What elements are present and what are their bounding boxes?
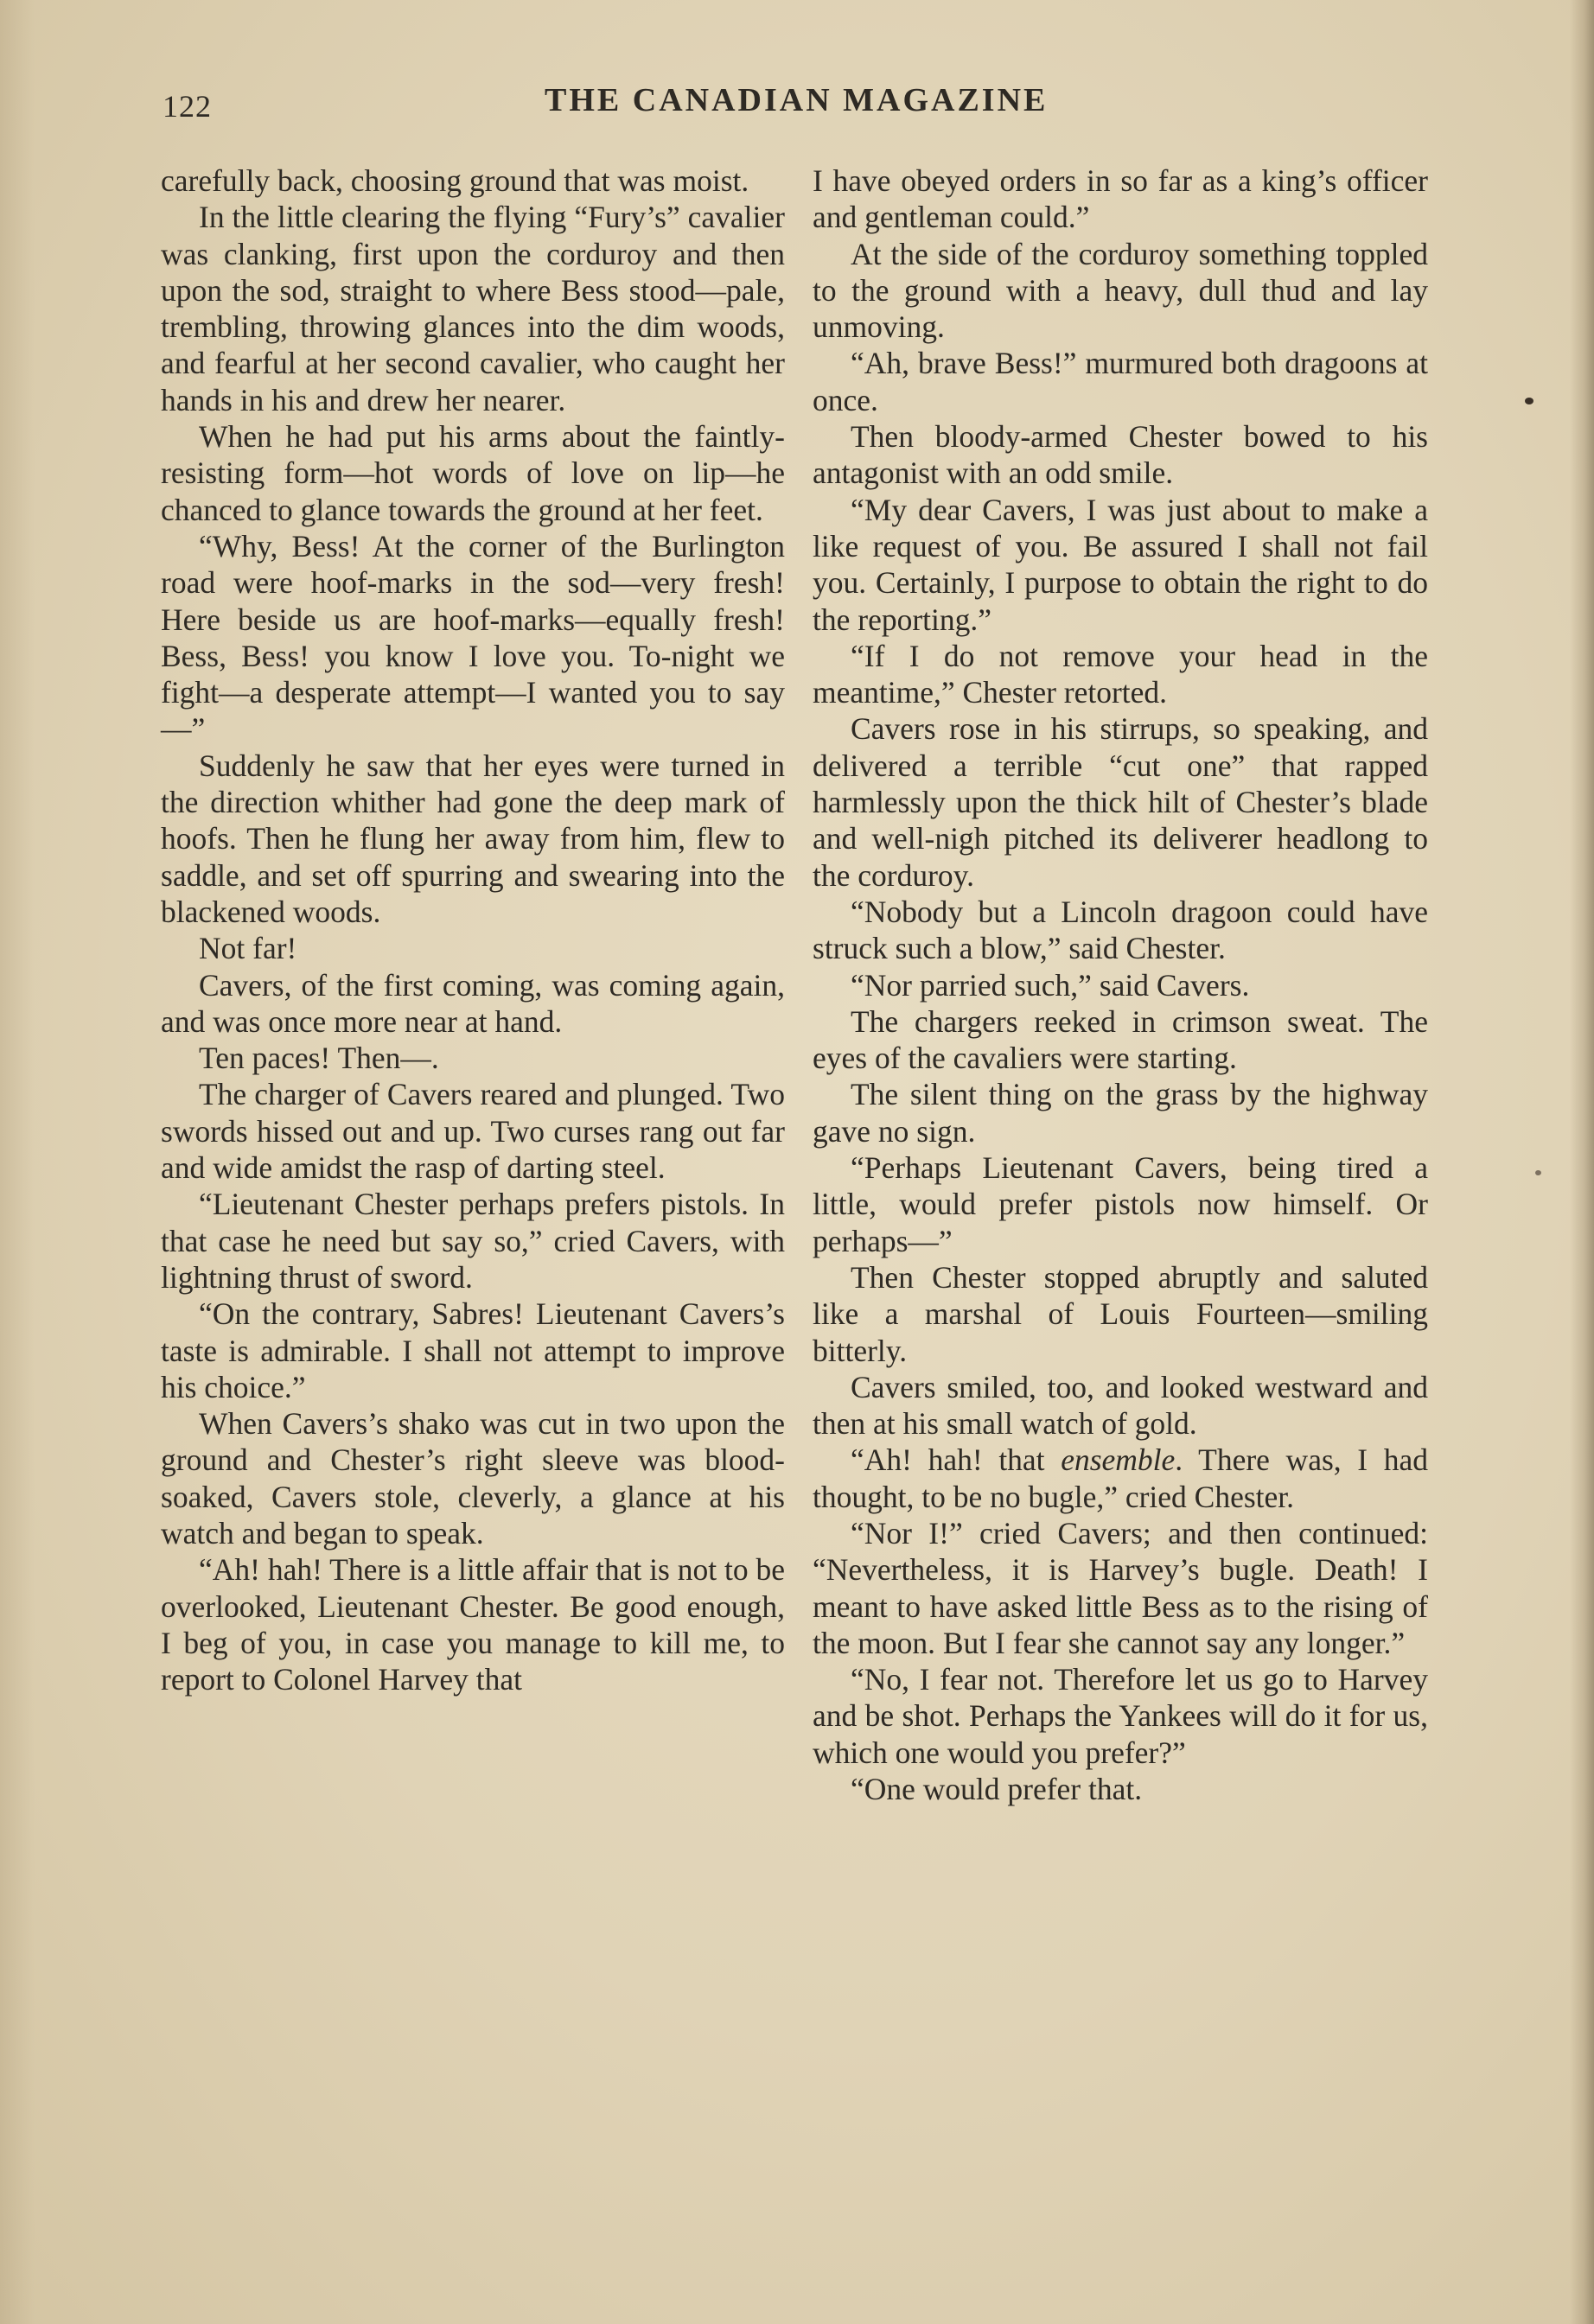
page-header xyxy=(0,80,1594,131)
paragraph: “Ah! hah! There is a little affair that is not to be overlooked, Lieutenant Chester. Be good enough, I beg of you, in case you manage to kill me, to report to Colonel Harvey that xyxy=(161,1552,785,1697)
page-right-edge xyxy=(1570,0,1594,2324)
paragraph: “On the contrary, Sabres! Lieutenant Cavers’s taste is admirable. I shall not attempt to improve his choice.” xyxy=(161,1296,785,1404)
paragraph: Then bloody-armed Chester bowed to his antagonist with an odd smile. xyxy=(813,419,1428,491)
paragraph: “Perhaps Lieutenant Cavers, being tired a little, would prefer pistols now himself. Or perhaps—” xyxy=(813,1150,1428,1258)
paragraph: I have obeyed orders in so far as a king’s officer and gentleman could.” xyxy=(813,163,1428,235)
page-number: 122 xyxy=(163,89,212,124)
paragraph: Then Chester stopped abruptly and saluted like a marshal of Louis Fourteen—smiling bitterly. xyxy=(813,1259,1428,1368)
paragraph: Not far! xyxy=(199,931,297,966)
paragraph: In the little clearing the flying “Fury’s” cavalier was clanking, first upon the corduroy and then upon the sod, straight to where Bess stood—pale, trembling, throwing glances into the dim woods, and fearful at her second cavalier, who caught her hands in his and drew her nearer. xyxy=(161,200,785,417)
paragraph: The charger of Cavers reared and plunged. Two swords hissed out and up. Two curses rang out far and wide amidst the rasp of darting steel. xyxy=(161,1077,785,1186)
paragraph: “Nor parried such,” said Cavers. xyxy=(851,967,1250,1003)
left-column xyxy=(161,162,785,1697)
paragraph: Suddenly he saw that her eyes were turned in the direction whither had gone the deep mark of hoofs. Then he flung her away from him, flew to saddle, and set off spurring and swearing into the blackened woods. xyxy=(161,748,785,929)
right-column xyxy=(813,162,1428,1807)
paragraph: At the side of the corduroy something toppled to the ground with a heavy, dull thud and lay unmoving. xyxy=(813,236,1428,345)
ink-speck xyxy=(1535,1170,1541,1175)
paragraph: Cavers smiled, too, and looked westward and then at his small watch of gold. xyxy=(813,1369,1428,1442)
paragraph: “Why, Bess! At the corner of the Burlington road were hoof-marks in the sod—very fresh! Here beside us are hoof-marks—equally fresh! Bess, Bess! you know I love you. To-night we fight—a desperate attempt—I wanted you to say—” xyxy=(161,528,785,747)
paragraph: “Ah, brave Bess!” murmured both dragoons at once. xyxy=(813,346,1428,417)
paragraph: “No, I fear not. Therefore let us go to Harvey and be shot. Perhaps the Yankees will do it for us, which one would you prefer?” xyxy=(813,1662,1428,1770)
paragraph: “Nobody but a Lincoln dragoon could have struck such a blow,” said Chester. xyxy=(813,894,1428,966)
paragraph: “My dear Cavers, I was just about to make a like request of you. Be assured I shall not fail you. Certainly, I purpose to obtain the right to do the reporting.” xyxy=(813,492,1428,637)
paragraph: “Nor I!” cried Cavers; and then continued: “Nevertheless, it is Harvey’s bugle. Death! I meant to have asked little Bess as to the rising of the moon. But I fear she cannot say any longer.” xyxy=(813,1515,1428,1660)
paragraph: When Cavers’s shako was cut in two upon the ground and Chester’s right sleeve was blood-soaked, Cavers stole, cleverly, a glance at his watch and began to speak. xyxy=(161,1406,785,1550)
paragraph: carefully back, choosing ground that was moist. xyxy=(161,163,749,198)
running-head: THE CANADIAN MAGAZINE xyxy=(545,82,1049,118)
paragraph: “Lieutenant Chester perhaps prefers pistols. In that case he need but say so,” cried Cavers, with lightning thrust of sword. xyxy=(161,1187,785,1295)
paragraph: When he had put his arms about the faintly-resisting form—hot words of love on lip—he chanced to glance towards the ground at her feet. xyxy=(161,419,785,527)
paragraph: The chargers reeked in crimson sweat. The eyes of the cavaliers were starting. xyxy=(813,1003,1428,1076)
paragraph: “If I do not remove your head in the meantime,” Chester retorted. xyxy=(813,638,1428,710)
ink-speck xyxy=(1525,398,1533,404)
paragraph: Cavers, of the first coming, was coming again, and was once more near at hand. xyxy=(161,967,785,1039)
paragraph: “One would prefer that. xyxy=(851,1772,1143,1807)
paragraph: “Ah! hah! that ensemble. There was, I had thought, to be no bugle,” cried Chester. xyxy=(813,1442,1428,1514)
paragraph: The silent thing on the grass by the highway gave no sign. xyxy=(813,1077,1428,1149)
paragraph: Cavers rose in his stirrups, so speaking, and delivered a terrible “cut one” that rapped harmlessly upon the thick hilt of Chester’s blade and well-nigh pitched its deliverer headlong to the corduroy. xyxy=(813,711,1428,893)
page-left-shadow xyxy=(0,0,35,2324)
paragraph: Ten paces! Then—. xyxy=(199,1041,439,1076)
